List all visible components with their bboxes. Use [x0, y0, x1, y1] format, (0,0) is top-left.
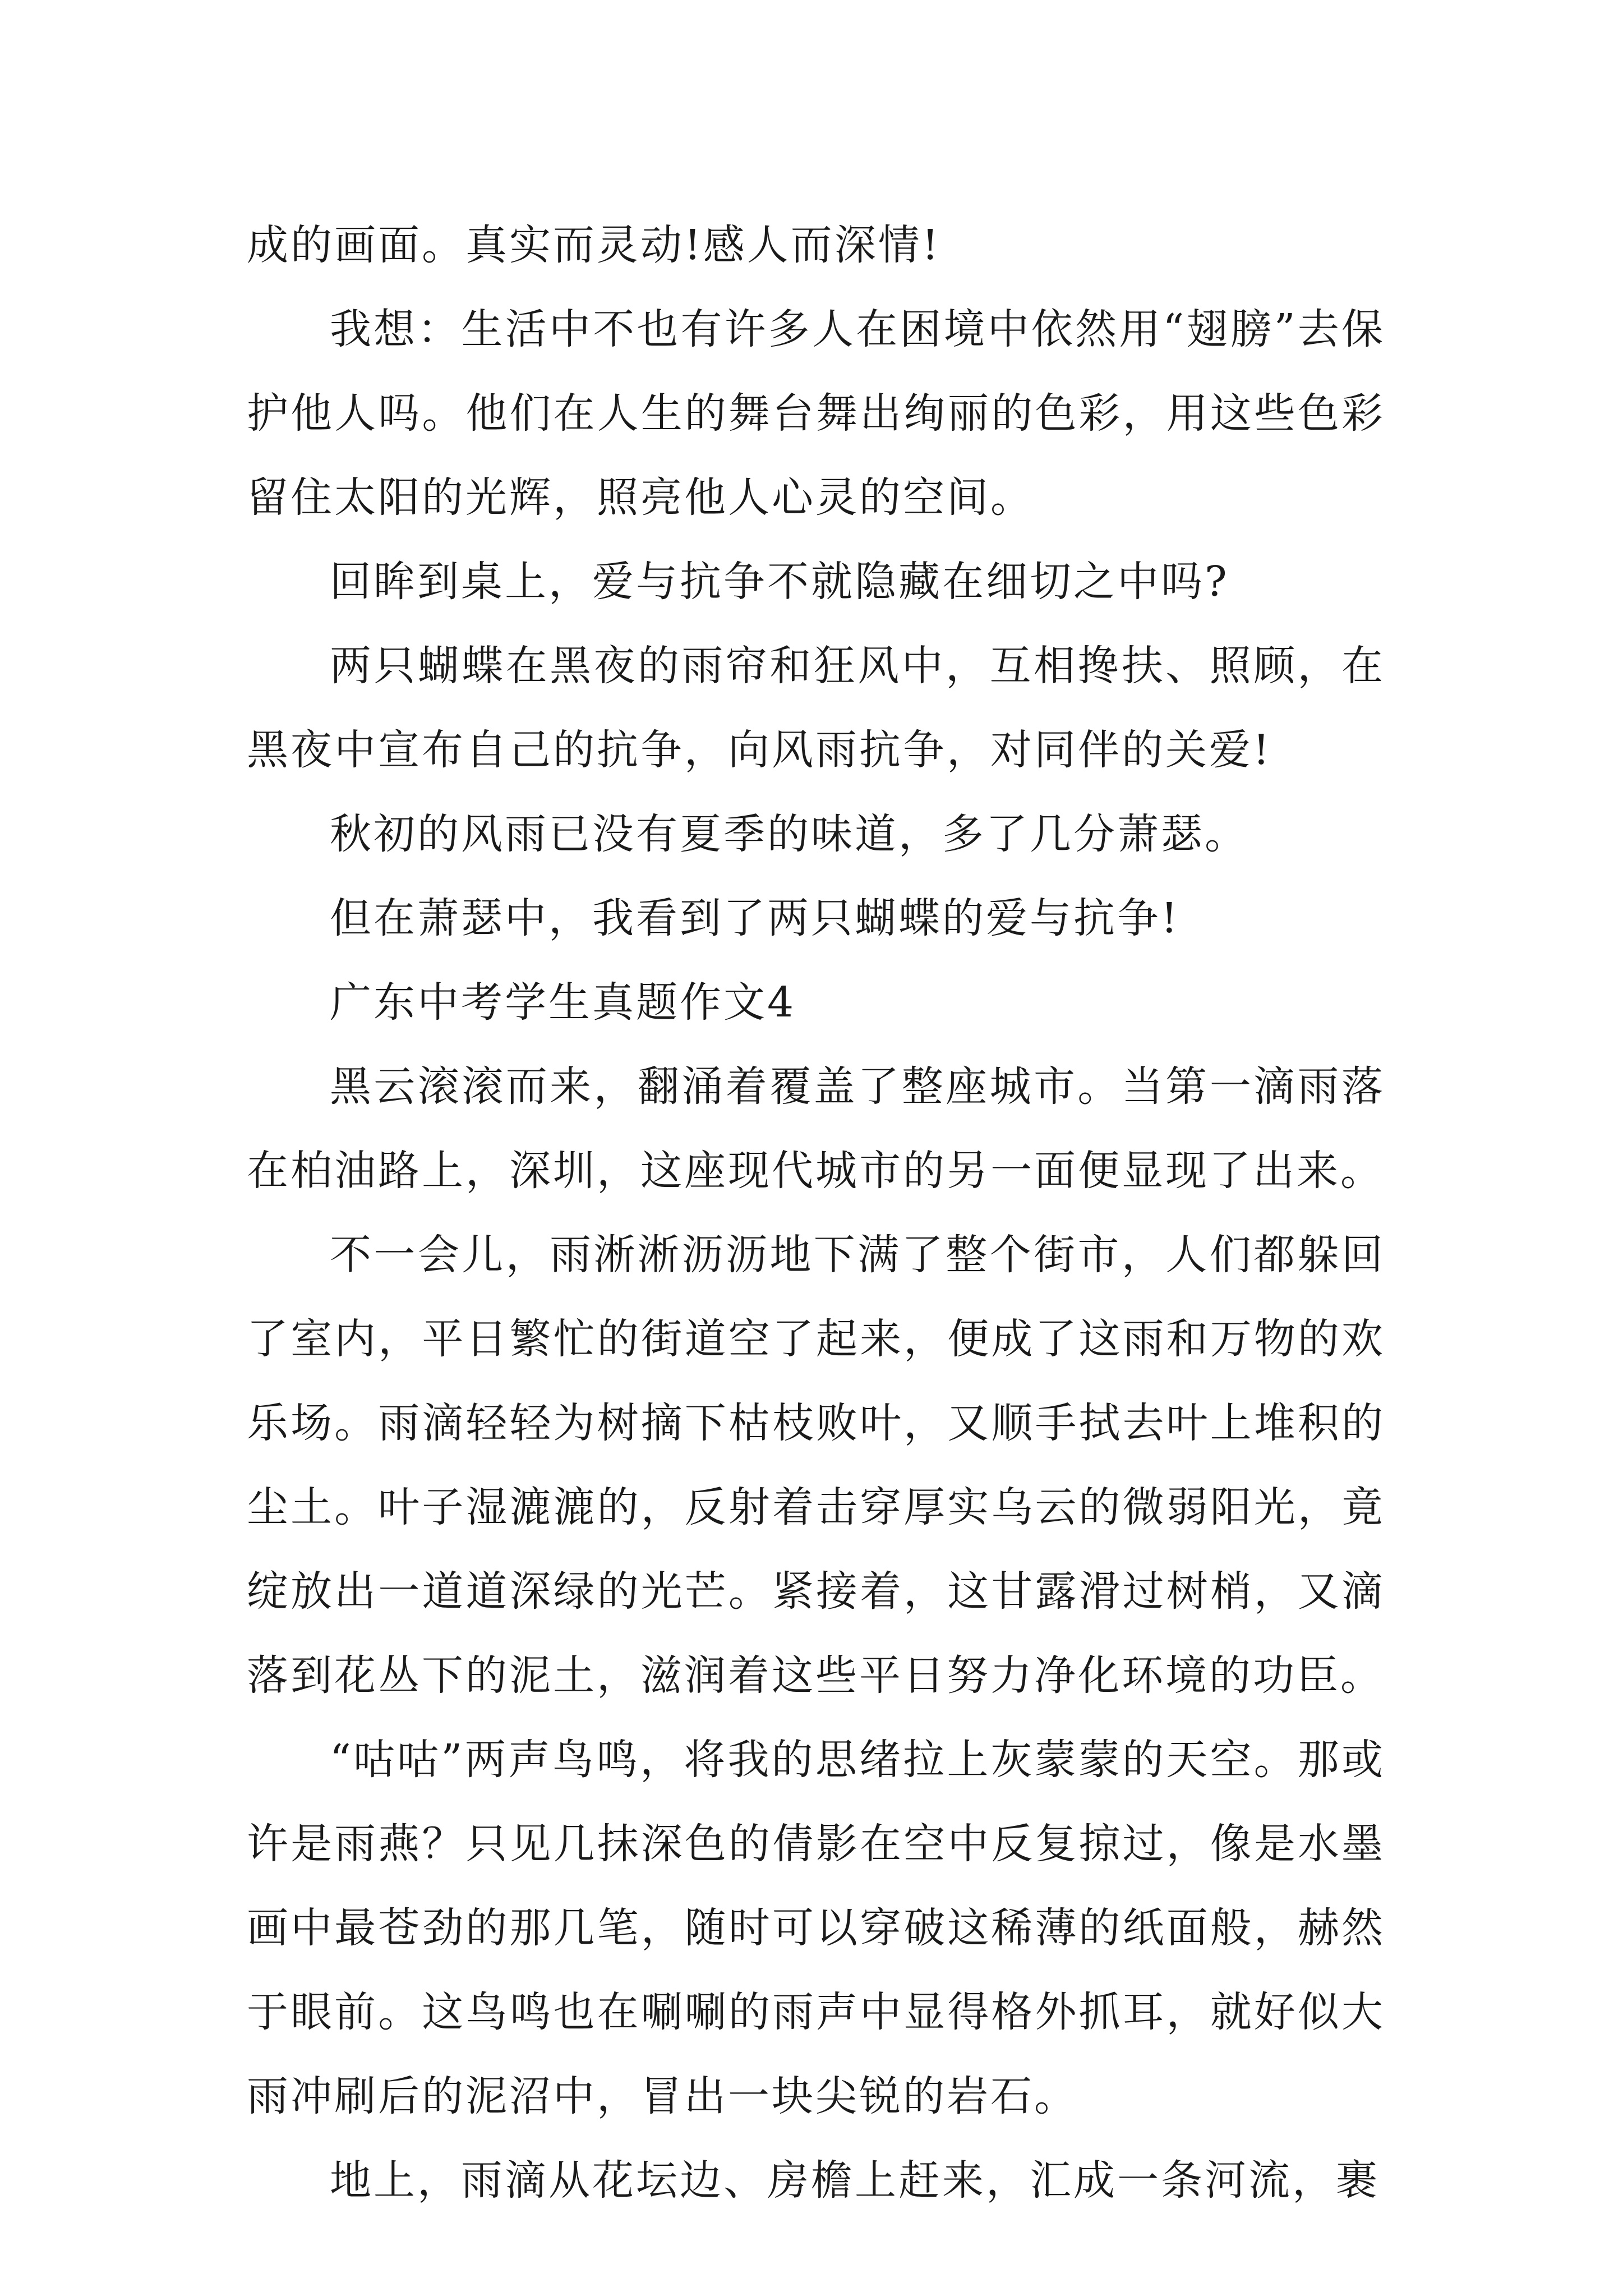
paragraph: 地上，雨滴从花坛边、房檐上赶来，汇成一条河流，裹 [330, 2156, 1380, 2205]
paragraph: 我想：生活中不也有许多人在困境中依然用“翅膀”去保护他人吗。他们在人生的舞台舞出绚丽的色彩，用这些色彩留住太阳的光辉，照亮他人心灵的空间。 [247, 305, 1385, 522]
paragraph: “咕咕”两声鸟鸣，将我的思绪拉上灰蒙蒙的天空。那或许是雨燕？只见几抹深色的倩影在空中反复掠过，像是水墨画中最苍劲的那几笔，随时可以穿破这稀薄的纸面般，赫然于眼前。这鸟鸣也在唰唰的雨声中显得格外抓耳，就好似大雨冲刷后的泥沼中，冒出一块尖锐的岩石。 [247, 1736, 1385, 2120]
paragraph: 成的画面。真实而灵动!感人而深情! [247, 221, 941, 269]
paragraph: 秋初的风雨已没有夏季的味道，多了几分萧瑟。 [330, 810, 1248, 858]
section-heading: 广东中考学生真题作文4 [330, 978, 796, 1027]
paragraph: 回眸到桌上，爱与抗争不就隐藏在细切之中吗? [330, 558, 1229, 606]
paragraph: 不一会儿，雨淅淅沥沥地下满了整个街市，人们都躲回了室内，平日繁忙的街道空了起来，便成了这雨和万物的欢乐场。雨滴轻轻为树摘下枯枝败叶，又顺手拭去叶上堆积的尘土。叶子湿漉漉的，反射着击穿厚实乌云的微弱阳光，竟绽放出一道道深绿的光芒。紧接着，这甘露滑过树梢，又滴落到花丛下的泥土，滋润着这些平日努力净化环境的功臣。 [247, 1231, 1385, 1700]
paragraph: 黑云滚滚而来，翻涌着覆盖了整座城市。当第一滴雨落在柏油路上，深圳，这座现代城市的另一面便显现了出来。 [247, 1062, 1385, 1195]
article-body [247, 203, 1385, 2223]
paragraph: 两只蝴蝶在黑夜的雨帘和狂风中，互相搀扶、照顾，在黑夜中宣布自己的抗争，向风雨抗争，对同伴的关爱! [247, 642, 1385, 774]
paragraph: 但在萧瑟中，我看到了两只蝴蝶的爱与抗争! [330, 894, 1180, 942]
